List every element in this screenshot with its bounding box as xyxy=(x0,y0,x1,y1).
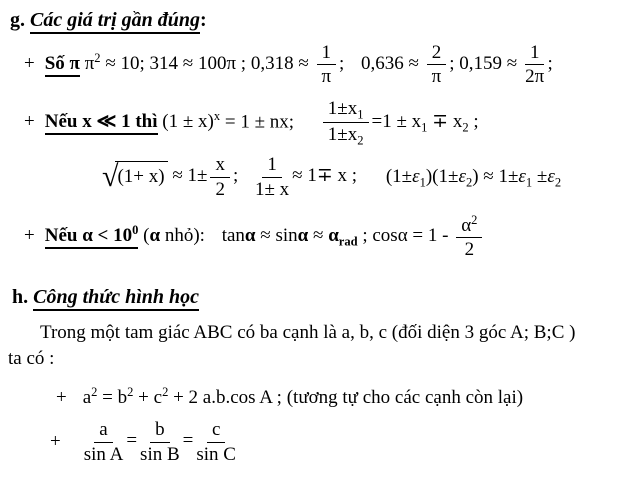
tan-label: tan xyxy=(221,224,245,246)
result-subscript: 1 xyxy=(421,120,428,135)
small-x-expansion-line xyxy=(24,98,632,148)
fraction-numerator: b xyxy=(150,419,170,442)
law-of-sines-line xyxy=(50,419,632,465)
fraction-numerator: a xyxy=(94,419,112,442)
product-run: ) ≈ 1± xyxy=(472,165,519,187)
note-text: nhỏ): xyxy=(164,224,205,246)
cosine-formula xyxy=(82,384,524,408)
alpha-symbol: α xyxy=(244,224,256,246)
fraction-numerator: 1 xyxy=(317,42,337,65)
bullet-plus: + xyxy=(50,430,61,452)
binomial-term xyxy=(162,108,221,132)
numerator-exponent: 2 xyxy=(471,212,478,227)
ratio-fraction xyxy=(323,98,369,148)
section-g-colon: : xyxy=(200,9,207,31)
fraction-denominator: π xyxy=(321,66,332,88)
fraction-denominator: π xyxy=(431,66,442,88)
alpha-symbol: α xyxy=(149,224,161,246)
epsilon-symbol: ε xyxy=(518,165,526,187)
open-paren: ( xyxy=(143,224,150,246)
binomial-exponent: x xyxy=(213,108,221,123)
sqrt-result: ≈ 1± xyxy=(172,165,208,187)
section-h-title: Công thức hình học xyxy=(33,286,199,311)
fraction-numerator: x xyxy=(210,154,230,177)
fraction-denominator: 2 xyxy=(215,178,225,200)
ratio-result xyxy=(371,110,479,135)
pi-approx-run-2: 0,636 ≈ xyxy=(361,53,419,75)
pi-subheading: Số π xyxy=(45,53,80,77)
fraction-denominator: sin B xyxy=(140,443,180,465)
pi-approx-run: ≈ 10; 314 ≈ 100π ; 0,318 ≈ xyxy=(105,53,309,75)
numerator-text: 1±x xyxy=(327,97,358,119)
fraction-a-over-sinA xyxy=(84,419,124,465)
fraction-b-over-sinB xyxy=(140,419,180,465)
epsilon-symbol: ε xyxy=(547,165,555,187)
radical-sign: √ xyxy=(102,160,119,194)
cosine-formula-rest: + 2 a.b.cos A ; (tương tự cho các cạnh còn lại) xyxy=(173,386,524,408)
result-run: =1 ± x xyxy=(371,110,422,132)
separator: ; xyxy=(473,110,479,132)
rad-subscript: rad xyxy=(338,234,358,249)
epsilon-product xyxy=(386,166,561,187)
alpha-subheading-text: Nếu α < 10 xyxy=(44,224,133,246)
approx-symbol: ≈ xyxy=(313,224,324,246)
fraction-c-over-sinC xyxy=(196,419,236,465)
fraction-denominator: 2 xyxy=(464,239,475,261)
section-h-label: h. xyxy=(12,286,29,309)
bullet-plus: + xyxy=(24,224,35,246)
epsilon-subscript: 1 xyxy=(419,174,426,189)
result-subscript-2: 2 xyxy=(462,120,469,135)
bullet-plus: + xyxy=(24,53,35,75)
numerator-alpha: α xyxy=(461,214,472,236)
epsilon-symbol: ε xyxy=(412,165,420,187)
fraction-denominator xyxy=(328,123,364,147)
fraction-numerator: c xyxy=(207,419,225,442)
fraction-x-over-2 xyxy=(210,154,230,200)
exponent: 2 xyxy=(91,384,98,399)
alpha-subheading xyxy=(45,225,139,249)
cos-approx-run: ; cosα = 1 - xyxy=(362,224,449,246)
pi-exponent: 2 xyxy=(94,51,101,66)
radicand: (1+ x) xyxy=(115,161,167,189)
equals-sign: = xyxy=(182,430,194,452)
product-run: (1± xyxy=(385,165,413,187)
pi-squared-term xyxy=(85,53,101,74)
fraction-numerator xyxy=(456,213,482,238)
product-run: )(1± xyxy=(425,165,459,187)
numerator-subscript: 1 xyxy=(357,106,364,121)
result-run-2: ∓ x xyxy=(432,110,463,132)
alpha-symbol: α xyxy=(328,224,339,246)
fraction-1-over-pi xyxy=(317,42,337,88)
product-run: ± xyxy=(536,165,548,187)
approximation-formulas-line xyxy=(102,154,632,200)
plus-c: + c xyxy=(138,386,163,408)
pi-approximations-line xyxy=(24,42,632,88)
epsilon-symbol: ε xyxy=(458,165,466,187)
degree-exponent: 0 xyxy=(132,223,139,238)
binomial-base: (1 ± x) xyxy=(162,110,214,132)
denominator-text: 1±x xyxy=(327,123,358,145)
exponent: 2 xyxy=(127,384,134,399)
epsilon-subscript: 2 xyxy=(554,174,562,189)
fraction-numerator: 1 xyxy=(525,42,545,65)
equals-b: = b xyxy=(102,386,128,408)
approx-symbol: ≈ xyxy=(260,224,271,246)
epsilon-subscript: 2 xyxy=(465,174,473,189)
bullet-plus: + xyxy=(56,386,67,408)
separator: ; xyxy=(339,53,345,75)
fraction-denominator: sin C xyxy=(196,443,236,465)
fraction-1-over-2pi xyxy=(525,42,545,88)
bullet-plus: + xyxy=(24,110,35,132)
square-root-term xyxy=(102,161,168,193)
fraction-numerator: 2 xyxy=(427,42,447,65)
binomial-result: = 1 ± nx; xyxy=(224,110,295,132)
section-h-heading xyxy=(12,285,632,310)
equals-sign: = xyxy=(126,430,138,452)
small-angle-line xyxy=(24,213,632,260)
section-g-title: Các giá trị gần đúng xyxy=(30,9,200,34)
epsilon-subscript: 1 xyxy=(525,174,533,189)
law-of-cosines-line xyxy=(56,385,632,410)
triangle-paragraph-line-1: Trong một tam giác ABC có ba cạnh là a, b, c (đối diện 3 góc A; B;C ) xyxy=(40,322,576,344)
separator: ; xyxy=(547,53,553,75)
fraction-2-over-pi xyxy=(427,42,447,88)
x-subheading: Nếu x ≪ 1 thì xyxy=(45,111,158,135)
fraction-denominator: 2π xyxy=(525,66,545,88)
fraction-numerator: 1 xyxy=(262,154,282,177)
fraction-alpha-squared-over-2 xyxy=(456,213,482,260)
triangle-paragraph-line-2: ta có : xyxy=(8,348,55,370)
reciprocal-fraction xyxy=(255,154,289,200)
reciprocal-result: ≈ 1∓ x ; xyxy=(292,165,358,187)
side-a: a xyxy=(82,386,92,408)
fraction-denominator: 1± x xyxy=(254,178,290,200)
fraction-numerator xyxy=(323,98,369,123)
section-g-heading xyxy=(10,8,632,33)
separator: ; xyxy=(232,165,239,187)
tan-sin-approx xyxy=(221,224,358,249)
alpha-note xyxy=(143,225,205,246)
sin-label: sin xyxy=(275,224,298,246)
exponent: 2 xyxy=(162,384,169,399)
denominator-subscript: 2 xyxy=(357,133,364,148)
pi-approx-run-3: ; 0,159 ≈ xyxy=(449,53,518,75)
pi-symbol: π xyxy=(84,53,95,75)
fraction-denominator: sin A xyxy=(83,443,124,465)
alpha-symbol: α xyxy=(297,224,309,246)
section-g-label: g. xyxy=(10,9,25,31)
